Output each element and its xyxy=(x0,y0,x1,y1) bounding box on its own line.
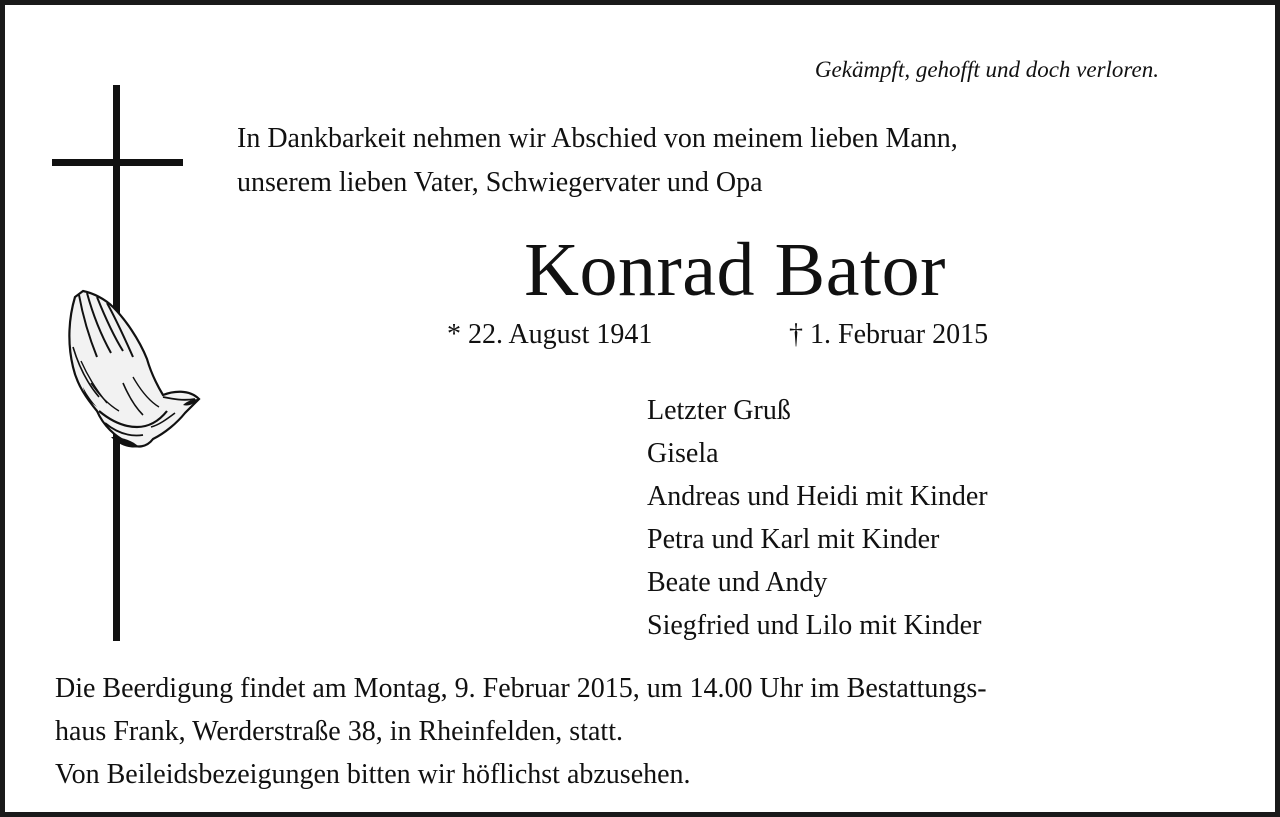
intro-line: In Dankbarkeit nehmen wir Abschied von meinem lieben Mann, xyxy=(237,123,958,154)
cross-bar xyxy=(52,159,183,166)
mourner-line: Beate und Andy xyxy=(647,567,828,598)
mourner-line: Siegfried und Lilo mit Kinder xyxy=(647,610,982,641)
intro-text xyxy=(237,117,958,205)
funeral-line: Von Beileidsbezeigungen bitten wir höflichst abzusehen. xyxy=(55,759,691,790)
funeral-notice xyxy=(55,667,987,796)
mourner-line: Andreas und Heidi mit Kinder xyxy=(647,481,988,512)
deceased-name: Konrad Bator xyxy=(524,228,946,312)
funeral-line: Die Beerdigung findet am Montag, 9. Februar 2015, um 14.00 Uhr im Bestattungs- xyxy=(55,673,987,704)
mourner-line: Letzter Gruß xyxy=(647,395,791,426)
motto: Gekämpft, gehofft und doch verloren. xyxy=(814,57,1159,82)
mourner-line: Petra und Karl mit Kinder xyxy=(647,524,940,555)
funeral-line: haus Frank, Werderstraße 38, in Rheinfelden, statt. xyxy=(55,716,623,747)
intro-line: unserem lieben Vater, Schwiegervater und Opa xyxy=(237,167,763,198)
mourners-list xyxy=(647,389,988,647)
death-date: † 1. Februar 2015 xyxy=(789,319,989,350)
birth-date: * 22. August 1941 xyxy=(447,319,653,350)
mourner-line: Gisela xyxy=(647,438,719,469)
